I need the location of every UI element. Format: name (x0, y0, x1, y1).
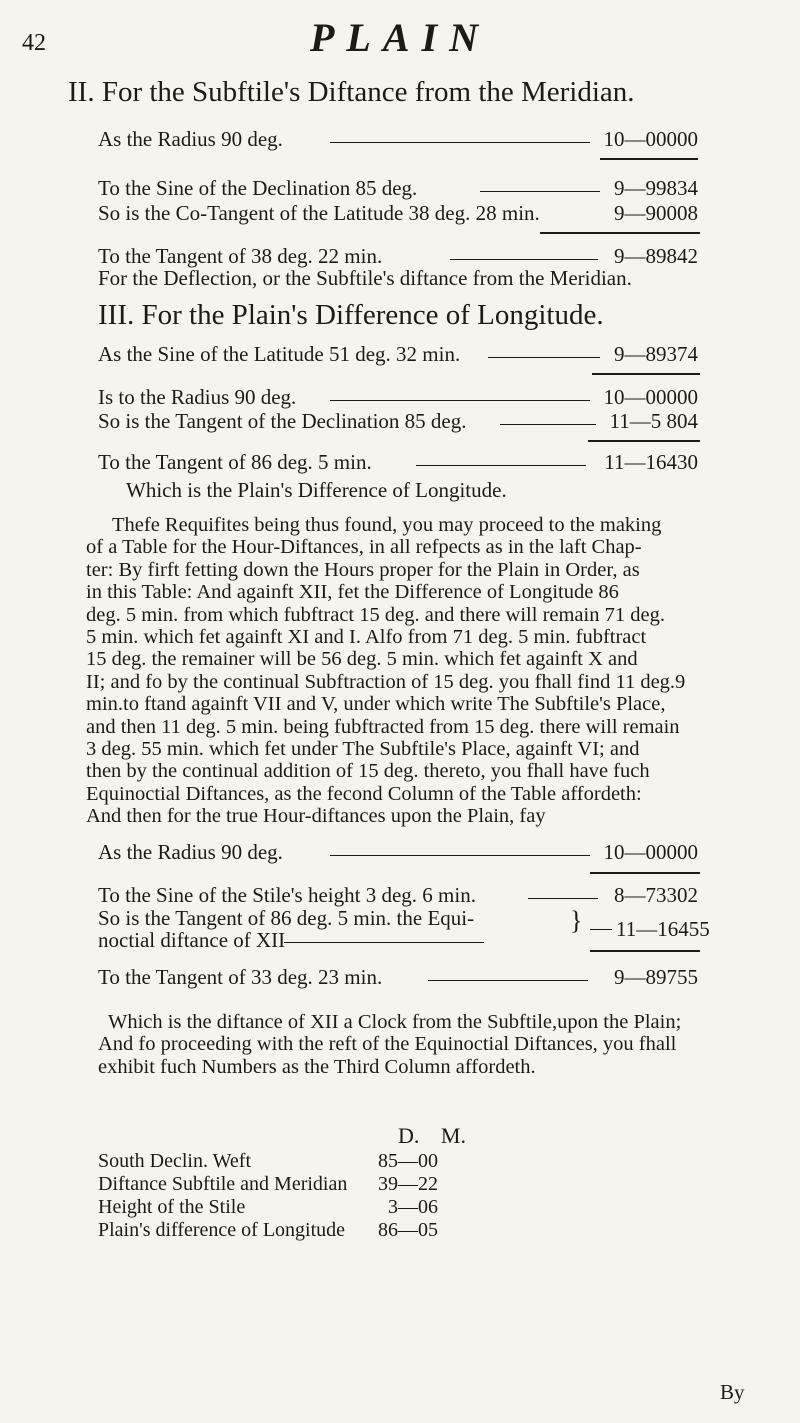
row-value: 9—90008 (614, 201, 698, 225)
leader-line (330, 142, 590, 143)
row-label: To the Tangent of 86 deg. 5 min. (98, 450, 372, 474)
leader-line (450, 259, 598, 260)
rule (590, 872, 700, 874)
text-line: Which is the diftance of XII a Clock from the Subftile,upon the Plain; (108, 1011, 682, 1033)
table-value: 3—06 (388, 1196, 438, 1218)
text-line: 3 deg. 55 min. which fet under The Subftile's Place, againft VI; and (86, 738, 640, 761)
body-paragraph (98, 1011, 714, 1078)
table-row (98, 1173, 438, 1197)
brace-line: So is the Tangent of 86 deg. 5 min. the Equi- (98, 906, 475, 930)
row-label: So is the Co-Tangent of the Latitude 38 deg. 28 min. (98, 201, 540, 225)
text-line: 15 deg. the remainer will be 56 deg. 5 min. which fet againft X and (86, 648, 638, 671)
row-value: 10—00000 (603, 127, 698, 151)
brace-line: noctial diftance of XII (98, 928, 286, 952)
table-header: D. M. (398, 1123, 466, 1148)
leader-line (330, 855, 590, 856)
text-line: deg. 5 min. from which fubftract 15 deg. and there will remain 71 deg. (86, 603, 665, 626)
rule (600, 158, 698, 160)
brace-mark: } (570, 906, 583, 935)
conclusion-text: For the Deflection, or the Subftile's diftance from the Meridian. (98, 266, 632, 290)
text-line: Thefe Requifites being thus found, you may proceed to the making (112, 514, 662, 536)
text-line: of a Table for the Hour-Diftances, in all refpects as in the laft Chap- (86, 536, 642, 559)
row-label: To the Tangent of 33 deg. 23 min. (98, 965, 383, 989)
text-line: and then 11 deg. 5 min. being fubftracted from 15 deg. there will remain (86, 715, 680, 738)
text-line: II; and fo by the continual Subftraction of 15 deg. you fhall find 11 deg.9 (86, 670, 686, 693)
text-line: Equinoctial Diftances, as the fecond Column of the Table affordeth: (86, 782, 642, 805)
row-label: To the Sine of the Stile's height 3 deg. 6 min. (98, 883, 476, 907)
calc-row (98, 965, 698, 995)
rule (588, 440, 700, 442)
table-value: 86—05 (378, 1219, 438, 1241)
conclusion-text: Which is the Plain's Difference of Longitude. (126, 478, 507, 502)
rule (540, 232, 700, 234)
row-label: Is to the Radius 90 deg. (98, 385, 297, 409)
row-label: As the Sine of the Latitude 51 deg. 32 min. (98, 342, 461, 366)
text-line: in this Table: And againft XII, fet the Difference of Longitude 86 (86, 581, 619, 604)
text-line: then by the continual addition of 15 deg. thereto, you fhall have fuch (86, 760, 650, 783)
text-line: min.to ftand againft VII and V, under which write The Subftile's Place, (86, 693, 666, 716)
calc-row (98, 127, 698, 157)
row-value: 9—99834 (614, 176, 698, 200)
row-label: As the Radius 90 deg. (98, 127, 283, 151)
leader-line (500, 424, 596, 425)
row-label: So is the Tangent of the Declination 85 deg. (98, 409, 467, 433)
row-label: As the Radius 90 deg. (98, 840, 283, 864)
row-value: 10—00000 (603, 385, 698, 409)
text-line: 5 min. which fet againft XI and I. Alfo from 71 deg. 5 min. fubftract (86, 626, 647, 649)
rule (592, 373, 700, 375)
running-head: PLAIN (310, 15, 490, 60)
calc-row (98, 840, 698, 870)
catchword: By (720, 1380, 745, 1404)
table-row (98, 1219, 438, 1243)
text-line: And fo proceeding with the reft of the Equinoctial Diftances, you fhall (98, 1033, 677, 1056)
leader-line (528, 898, 598, 899)
row-value: 11—16430 (604, 450, 698, 474)
calc-row (98, 342, 698, 372)
page-number: 42 (22, 30, 46, 56)
leader-line (416, 465, 586, 466)
table-label: Height of the Stile (98, 1196, 246, 1218)
calc-row (98, 409, 698, 439)
table-value: 39—22 (378, 1173, 438, 1195)
rule (590, 950, 700, 952)
calc-row (98, 450, 698, 480)
section-3-heading: III. For the Plain's Difference of Longitude. (98, 299, 604, 331)
table-row (98, 1150, 438, 1174)
leader-line (428, 980, 588, 981)
row-value: 9—89842 (614, 244, 698, 268)
leader-line (284, 942, 484, 943)
row-value: 11—5 804 (609, 409, 698, 433)
row-value: 9—89755 (614, 965, 698, 989)
table-value: 85—00 (378, 1150, 438, 1172)
leader-line (480, 191, 600, 192)
table-row (98, 1196, 438, 1220)
text-line: And then for the true Hour-diftances upon the Plain, fay (86, 805, 546, 828)
brace-value: 11—16455 (616, 917, 710, 941)
body-paragraph (86, 514, 718, 828)
leader-line (590, 929, 612, 930)
table-label: Plain's difference of Longitude (98, 1219, 346, 1241)
leader-line (488, 357, 600, 358)
row-value: 9—89374 (614, 342, 698, 366)
row-value: 8—73302 (614, 883, 698, 907)
row-label: To the Sine of the Declination 85 deg. (98, 176, 418, 200)
row-label: To the Tangent of 38 deg. 22 min. (98, 244, 383, 268)
leader-line (330, 400, 590, 401)
section-2-heading: II. For the Subftile's Diftance from the Meridian. (68, 76, 635, 108)
table-label: South Declin. Weft (98, 1150, 251, 1172)
text-line: ter: By firft fetting down the Hours proper for the Plain in Order, as (86, 558, 640, 581)
text-line: exhibit fuch Numbers as the Third Column affordeth. (98, 1055, 536, 1078)
calc-row (98, 201, 698, 231)
row-value: 10—00000 (603, 840, 698, 864)
table-label: Diftance Subftile and Meridian (98, 1173, 348, 1195)
